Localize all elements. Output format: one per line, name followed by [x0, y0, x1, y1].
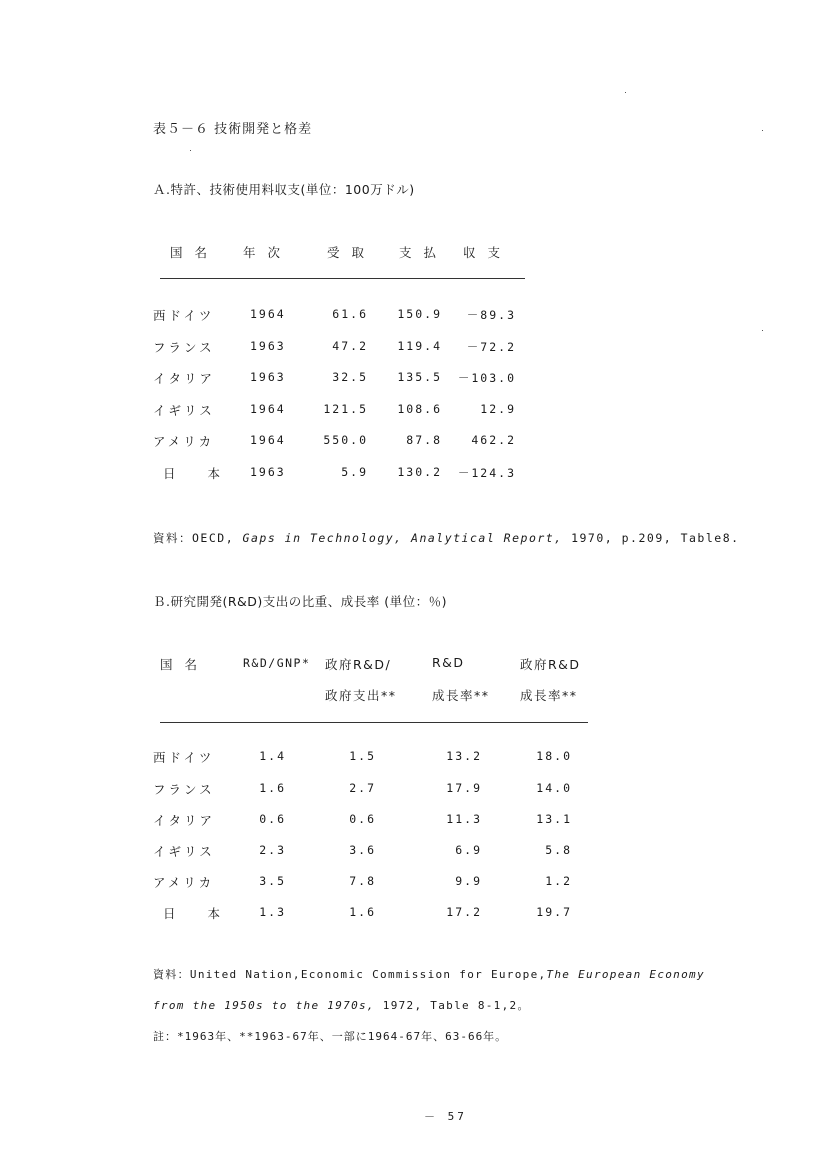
row-country: アメリカ — [153, 434, 215, 449]
page-number: － 57 — [424, 1110, 467, 1123]
col-header-rd-growth-line1: R&D — [432, 655, 465, 670]
source-prefix: 資料：OECD, — [153, 531, 243, 545]
section-b-header-rule — [160, 722, 588, 723]
page-title: 表５－６ 技術開発と格差 — [153, 122, 313, 137]
row-country: イタリア — [153, 813, 216, 828]
row-country: 日 本 — [163, 906, 234, 921]
row-balance: －103.0 — [457, 371, 516, 385]
row-gov-growth: 1.2 — [545, 874, 572, 888]
row-country: イギリス — [153, 844, 215, 859]
col-header-gov-rd-line1: 政府R&D/ — [325, 657, 392, 672]
section-a-heading: Ａ.特許、技術使用料収支(単位：100万ドル) — [153, 182, 415, 197]
row-gov-growth: 14.0 — [536, 781, 572, 795]
source-title: The European Economy — [546, 968, 705, 981]
source-title-cont: from the 1950s to the 1970s, — [153, 999, 375, 1012]
source-title: Gaps in Technology, Analytical Report, — [242, 531, 563, 545]
col-header-receipts: 受 取 — [327, 245, 368, 260]
scan-speck — [762, 330, 763, 331]
col-header-gov-growth-line1: 政府R&D — [520, 657, 581, 672]
row-country: イギリス — [153, 403, 215, 418]
row-rd-growth: 6.9 — [455, 843, 482, 857]
row-year: 1963 — [250, 370, 286, 384]
row-receipts: 550.0 — [323, 433, 368, 447]
row-rd-growth: 9.9 — [455, 874, 482, 888]
row-rd-growth: 17.2 — [446, 905, 482, 919]
row-country: 西ドイツ — [153, 308, 215, 323]
section-a-source — [153, 530, 740, 546]
source-suffix: 1972, Table 8-1,2。 — [374, 999, 530, 1012]
row-receipts: 61.6 — [332, 307, 368, 321]
col-header-payments: 支 払 — [399, 245, 440, 260]
row-receipts: 5.9 — [341, 465, 368, 479]
row-country: 西ドイツ — [153, 750, 215, 765]
row-country: フランス — [153, 782, 215, 797]
col-header-gov-growth-line2: 成長率** — [520, 688, 578, 703]
row-payments: 135.5 — [397, 370, 442, 384]
row-gov-growth: 18.0 — [536, 749, 572, 763]
row-payments: 150.9 — [397, 307, 442, 321]
row-year: 1963 — [250, 465, 286, 479]
row-balance: 462.2 — [471, 433, 516, 447]
row-gov-growth: 5.8 — [545, 843, 572, 857]
section-b-source-line2 — [153, 997, 530, 1013]
section-b-note: 註：*1963年、**1963-67年、一部に1964-67年、63-66年。 — [153, 1030, 508, 1043]
row-balance: －124.3 — [457, 466, 516, 480]
row-balance: 12.9 — [480, 402, 516, 416]
scan-speck — [190, 150, 191, 151]
row-receipts: 121.5 — [323, 402, 368, 416]
row-year: 1964 — [250, 402, 286, 416]
source-suffix: 1970, p.209, Table8. — [562, 531, 740, 545]
row-country: 日 本 — [163, 466, 234, 481]
row-gov-rd: 3.6 — [349, 843, 376, 857]
row-receipts: 32.5 — [332, 370, 368, 384]
col-header-rd-gnp: R&D/GNP* — [243, 656, 311, 670]
row-year: 1963 — [250, 339, 286, 353]
row-gov-rd: 0.6 — [349, 812, 376, 826]
col-header-rd-growth-line2: 成長率** — [432, 688, 490, 703]
row-country: フランス — [153, 340, 215, 355]
scan-speck — [625, 92, 626, 93]
row-rd-gnp: 1.3 — [259, 905, 286, 919]
row-country: アメリカ — [153, 875, 215, 890]
row-rd-gnp: 1.4 — [259, 749, 286, 763]
row-gov-growth: 13.1 — [536, 812, 572, 826]
row-year: 1964 — [250, 433, 286, 447]
row-balance: －72.2 — [466, 340, 516, 354]
scan-speck — [762, 130, 763, 131]
row-country: イタリア — [153, 371, 216, 386]
row-payments: 119.4 — [397, 339, 442, 353]
row-payments: 87.8 — [406, 433, 442, 447]
section-a-header-rule — [160, 278, 525, 279]
row-gov-growth: 19.7 — [536, 905, 572, 919]
row-receipts: 47.2 — [332, 339, 368, 353]
row-rd-growth: 13.2 — [446, 749, 482, 763]
row-rd-growth: 11.3 — [446, 812, 482, 826]
row-balance: －89.3 — [466, 308, 516, 322]
row-gov-rd: 2.7 — [349, 781, 376, 795]
section-b-source-line1 — [153, 966, 705, 982]
row-rd-gnp: 0.6 — [259, 812, 286, 826]
row-gov-rd: 1.6 — [349, 905, 376, 919]
col-header-country: 国 名 — [160, 657, 201, 672]
col-header-gov-rd-line2: 政府支出** — [325, 688, 397, 703]
row-gov-rd: 7.8 — [349, 874, 376, 888]
row-year: 1964 — [250, 307, 286, 321]
row-rd-gnp: 2.3 — [259, 843, 286, 857]
row-payments: 130.2 — [397, 465, 442, 479]
col-header-country: 国 名 — [170, 245, 211, 260]
section-b-heading: Ｂ.研究開発(R&D)支出の比重、成長率 (単位：％) — [153, 594, 448, 609]
row-gov-rd: 1.5 — [349, 749, 376, 763]
row-rd-gnp: 3.5 — [259, 874, 286, 888]
col-header-year: 年 次 — [243, 245, 284, 260]
row-rd-growth: 17.9 — [446, 781, 482, 795]
col-header-balance: 収 支 — [463, 245, 504, 260]
row-rd-gnp: 1.6 — [259, 781, 286, 795]
row-payments: 108.6 — [397, 402, 442, 416]
source-prefix: 資料：United Nation,Economic Commission for Europe, — [153, 968, 547, 981]
